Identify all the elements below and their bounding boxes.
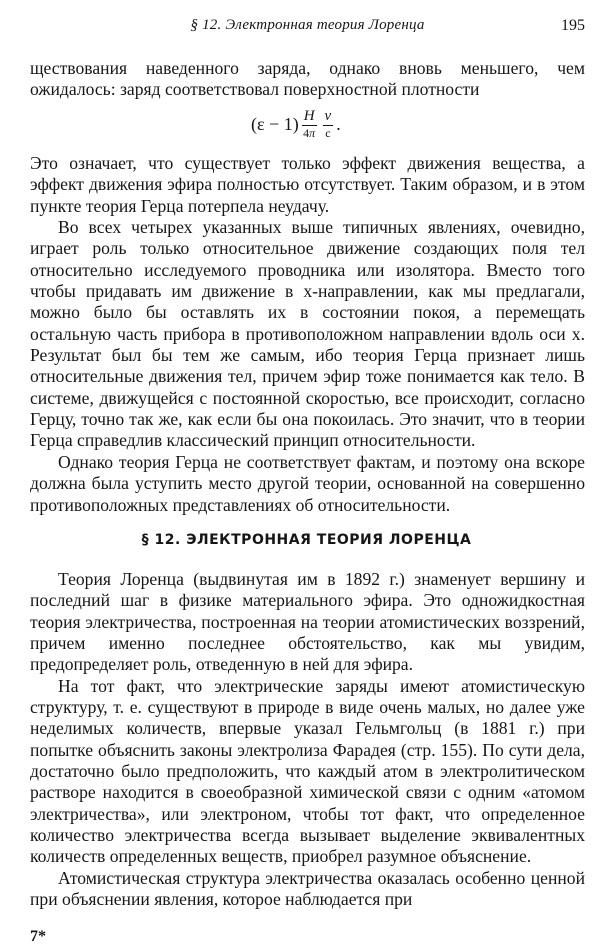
paragraph: Однако теория Герца не соответствует фактам, и поэтому она вскоре должна была уступить место другой теории, основанной на совершенно противоположных представлениях об относительности.	[30, 451, 585, 515]
paragraph: На тот факт, что электрические заряды имеют атомистическую структуру, т. е. существуют в природе в виде очень малых, но далее уже неделимых количеств, впервые указал Гельмгольц (в 1881 г.) при попытке объяснить законы электролиза Фарадея (стр. 155). По сути дела, достаточно было предположить, что каждый атом в электролитическом растворе находится в своеобразной химической связи с одним «атомом электричества», или электроном, чтобы тот факт, что определенное количество электричества всегда вызывает выделение эквивалентных количеств определенных веществ, приобрел разумное объяснение.	[30, 675, 585, 867]
text-block-hertz	[30, 153, 585, 516]
paragraph: Теория Лоренца (выдвинутая им в 1892 г.) знаменует вершину и последний шаг в физике материального эфира. Это одножидкостная теория электричества, построенная на теории атомистических воззрений, причем именно последнее обстоятельство, как мы увидим, предопределяет роль, отведенную в ней для эфира.	[30, 569, 585, 675]
denominator-number: 4	[303, 126, 310, 140]
fraction-denominator	[303, 126, 315, 141]
text-block-lorentz	[30, 569, 585, 911]
paragraph: Во всех четырех указанных выше типичных явлениях, очевидно, играет роль только относительное движение создающих поля тел относительно исследуемого проводника или изолятора. Вместо того чтобы придавать им движение в x-направлении, как мы предлагали, можно было бы оставлять их в состоянии покоя, а перемещать остальную часть прибора в противоположном направлении вдоль оси x. Результат был бы тем же самым, ибо теория Герца признает лишь относительные движения тел, причем эфир тоже понимается как тело. В системе, движущейся с постоянной скоростью, все происходит, согласно Герцу, точно так же, как если бы она покоилась. Это значит, что в теории Герца справедлив классический принцип относительности.	[30, 217, 585, 451]
formula-fraction-v	[323, 108, 334, 141]
denominator-pi: π	[309, 126, 316, 140]
formula-period: .	[336, 114, 341, 134]
section-heading: § 12. ЭЛЕКТРОННАЯ ТЕОРИЯ ЛОРЕНЦА	[141, 532, 472, 548]
text-block-top	[30, 58, 585, 101]
fraction-numerator: H	[303, 108, 315, 124]
fraction-numerator: v	[324, 108, 332, 124]
paragraph: ществования наведенного заряда, однако вновь меньшего, чем ожидалось: заряд соответствовал поверхностной плотности	[30, 58, 585, 100]
formula-factor: (ε − 1)	[251, 114, 299, 134]
paragraph: Это означает, что существует только эффект движения вещества, а эффект движения эфира полностью отсутствует. Таким образом, и в этом пункте теория Герца потерпела неудачу.	[30, 153, 585, 216]
page-number: 195	[561, 17, 585, 34]
running-title: § 12. Электронная теория Лоренца	[190, 17, 425, 33]
paragraph: Атомистическая структура электричества оказалась особенно ценной при объяснении явления, которое наблюдается при	[30, 867, 585, 910]
signature-mark: 7*	[30, 928, 46, 945]
formula-fraction-h	[302, 108, 317, 141]
page-header	[30, 17, 585, 43]
formula-surface-density	[0, 104, 613, 148]
fraction-denominator: c	[325, 126, 331, 140]
